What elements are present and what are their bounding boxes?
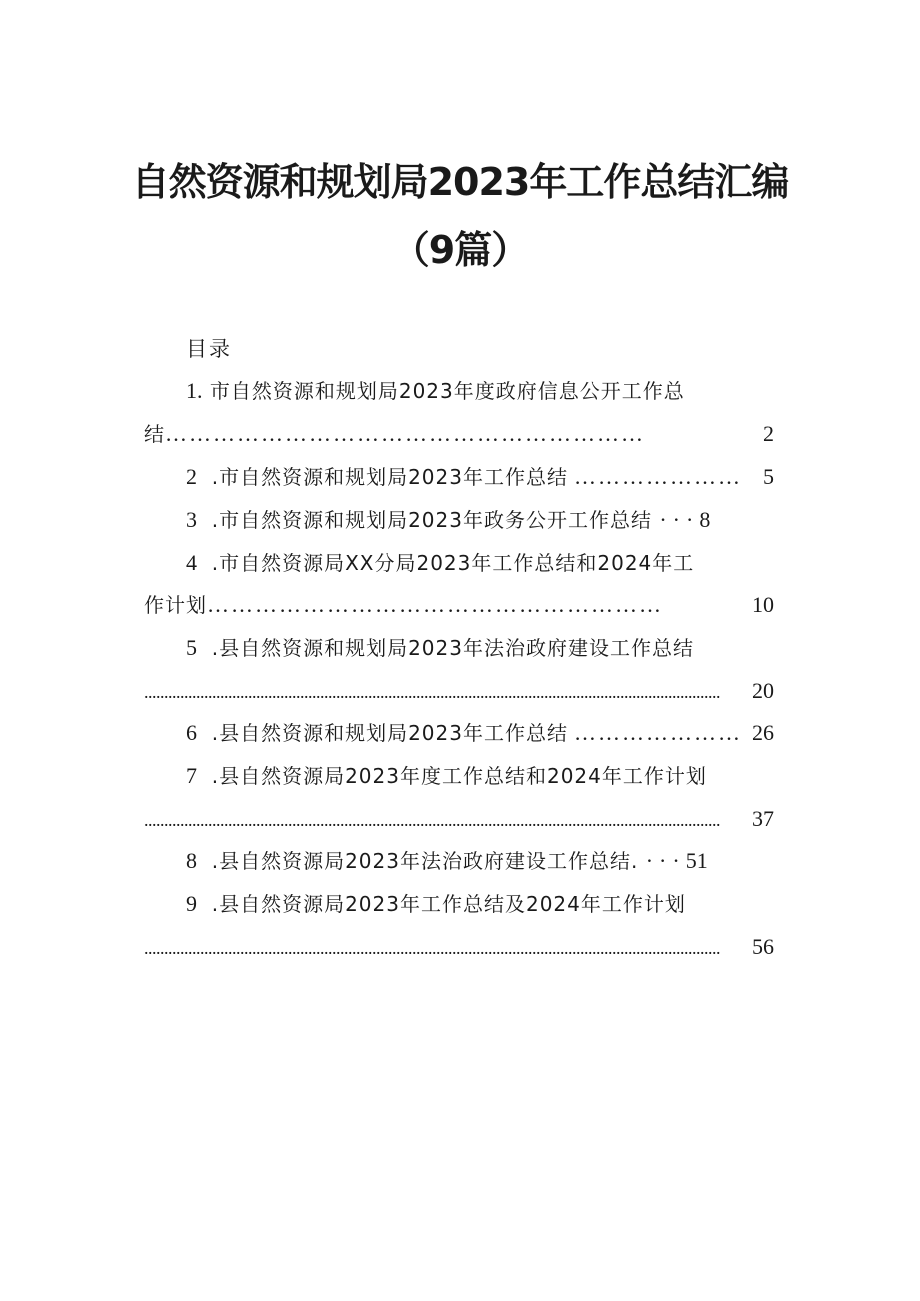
- toc-item-5-page: 20: [752, 678, 774, 703]
- toc-item-7: [186, 761, 707, 791]
- toc-item-3-number: 3: [186, 507, 197, 532]
- toc-item-4-text: .市自然资源局XX分局2023年工作总结和2024年工: [211, 551, 695, 575]
- toc-item-7-leader: ................................................................................................................................................: [144, 810, 720, 830]
- toc-heading: 目录: [186, 337, 232, 361]
- toc-item-5: [186, 633, 694, 663]
- toc-item-4-continuation: 作计划: [144, 593, 207, 617]
- toc-item-9-leader: ................................................................................................................................................: [144, 938, 720, 958]
- toc-item-2-number: 2: [186, 464, 197, 489]
- toc-item-3-text: .市自然资源和规划局2023年政务公开工作总结: [211, 508, 652, 532]
- toc-item-5-leader-row: [144, 676, 774, 707]
- toc-item-8-leader: ···: [645, 848, 686, 873]
- toc-item-2-text: .市自然资源和规划局2023年工作总结: [211, 465, 568, 489]
- toc-item-1-number: 1.: [186, 378, 203, 403]
- toc-item-7-leader-row: [144, 804, 774, 835]
- toc-item-6-number: 6: [186, 720, 197, 745]
- toc-item-9-number: 9: [186, 891, 197, 916]
- toc-item-9-text: .县自然资源局2023年工作总结及2024年工作计划: [211, 892, 686, 916]
- toc-item-4-number: 4: [186, 550, 197, 575]
- toc-item-9-leader-row: [144, 932, 774, 963]
- toc-item-6: [186, 718, 774, 748]
- toc-item-6-text: .县自然资源和规划局2023年工作总结: [211, 721, 568, 745]
- toc-item-9-page: 56: [752, 934, 774, 959]
- toc-item-7-number: 7: [186, 763, 197, 788]
- toc-item-9: [186, 889, 686, 919]
- document-subtitle: （9篇）: [391, 228, 529, 272]
- toc-item-3-page: 8: [699, 507, 711, 532]
- toc-item-8: [186, 846, 708, 876]
- toc-item-1-continuation: 结: [144, 422, 165, 446]
- toc-item-5-leader: ................................................................................................................................................: [144, 682, 720, 702]
- toc-item-2-leader: …………………: [573, 464, 742, 489]
- toc-item-4-leader-row: [144, 590, 774, 620]
- toc-item-2-page: 5: [763, 464, 774, 489]
- toc-item-5-text: .县自然资源和规划局2023年法治政府建设工作总结: [211, 636, 694, 660]
- toc-item-3: [186, 505, 710, 535]
- toc-item-1-page: 2: [763, 421, 774, 446]
- toc-item-5-number: 5: [186, 635, 197, 660]
- toc-item-1: [186, 376, 685, 406]
- toc-item-7-page: 37: [752, 806, 774, 831]
- document-title: 自然资源和规划局2023年工作总结汇编: [131, 160, 789, 204]
- toc-item-2: [186, 462, 774, 492]
- toc-item-8-page: 51: [685, 848, 708, 873]
- toc-item-6-leader: …………………: [573, 720, 742, 745]
- toc-item-3-leader: ···: [659, 507, 700, 532]
- toc-item-7-text: .县自然资源局2023年度工作总结和2024年工作计划: [211, 764, 707, 788]
- toc-item-8-number: 8: [186, 848, 197, 873]
- toc-item-1-leader: ……………………………………………………: [165, 421, 645, 446]
- toc-item-6-page: 26: [752, 720, 774, 745]
- toc-item-4-page: 10: [752, 592, 774, 617]
- toc-item-4-leader: …………………………………………………: [207, 592, 663, 617]
- toc-item-1-text: 市自然资源和规划局2023年度政府信息公开工作总: [209, 379, 685, 403]
- toc-item-8-text: .县自然资源局2023年法治政府建设工作总结.: [211, 849, 639, 873]
- toc-item-1-leader-row: [144, 419, 774, 449]
- toc-item-4: [186, 548, 694, 578]
